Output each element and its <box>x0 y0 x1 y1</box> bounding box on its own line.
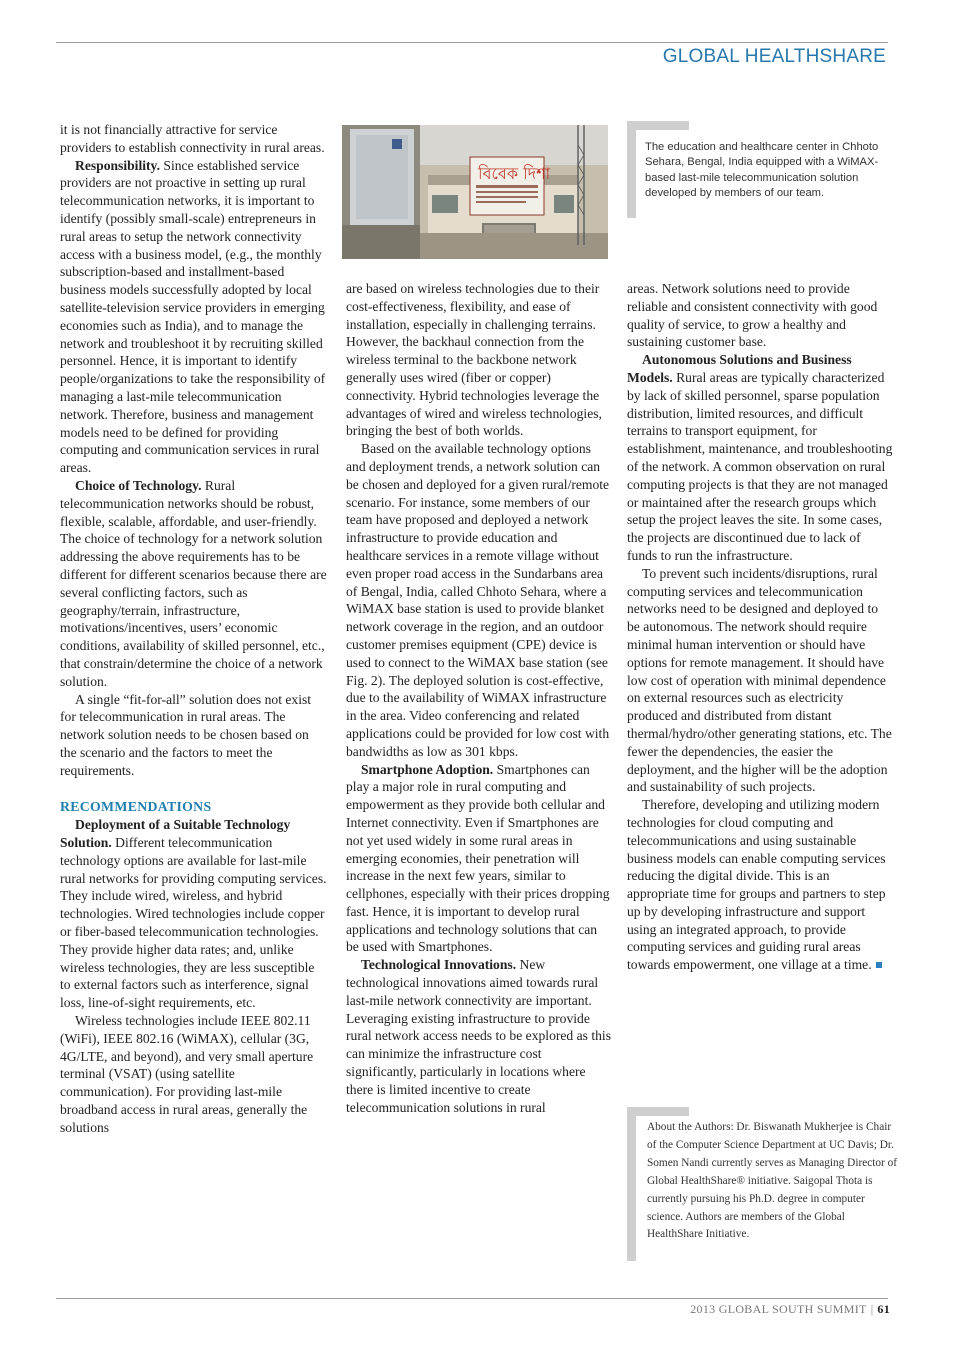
about-authors-box <box>627 1107 897 1261</box>
paragraph: A single “fit-for-all” solution does not exist for telecommunication in rural areas. The network solution needs to be chosen based on the scenario and the factors to meet the requirements. <box>60 691 312 778</box>
paragraph-smartphone-adoption <box>346 761 612 957</box>
running-header: GLOBAL HEALTHSHARE <box>662 46 886 67</box>
running-footer <box>690 1302 890 1317</box>
column-3 <box>627 280 893 974</box>
caption-bracket-horizontal <box>627 121 689 130</box>
authors-bracket-horizontal <box>627 1107 689 1116</box>
figure-caption: The education and healthcare center in Chhoto Sehara, Bengal, India equipped with a WiMAX-based last-mile telecommunication solution developed by members of our team. <box>645 141 879 200</box>
footer-separator: | <box>870 1302 874 1316</box>
column-2 <box>346 280 612 1116</box>
authors-bracket-vertical <box>627 1107 636 1261</box>
page-number: 61 <box>877 1302 890 1316</box>
paragraph-responsibility <box>60 157 328 477</box>
run-in-heading: Autonomous Solutions and Business Models. <box>627 352 852 385</box>
paragraph-text: New technological innovations aimed towards rural last-mile network connectivity are important. Leveraging existing infrastructure to provide rural network access needs to be explored as this can minimize the infrastructure cost significantly, particularly in locations where there is limited incentive to create telecommunication solutions in rural <box>346 957 611 1115</box>
paragraph: it is not financially attractive for service providers to establish connectivity in rural areas. <box>60 122 325 155</box>
paragraph: Wireless technologies include IEEE 802.11 (WiFi), IEEE 802.16 (WiMAX), cellular (3G, 4G/LTE, and beyond), and very small aperture terminal (VSAT) (using satellite communication). For providing last-mile broadband access in rural areas, generally the solutions <box>60 1013 314 1135</box>
figure-photo <box>342 125 608 259</box>
paragraph-deployment <box>60 816 328 1012</box>
paragraph-text: Rural telecommunication networks should be robust, flexible, scalable, affordable, and user-friendly. The choice of technology for a network solution addressing the above requirements has to be different for different scenarios because there are several conflicting factors, such as geography/terrain, infrastructure, motivations/incentives, users’ economic conditions, availability of skilled personnel, etc., that constrain/determine the choice of a network solution. <box>60 477 327 689</box>
run-in-heading: Technological Innovations. <box>361 957 517 973</box>
paragraph-text: Rural areas are typically characterized by lack of skilled personnel, sparse population distribution, limited resources, and difficult terrains to transport equipment, for establishment, maintenance, and troubleshooting of the network. A common observation on rural computing projects is that they are not managed or maintained after the research groups which setup the project leaves the site. In some cases, the projects are discontinued due to lack of funds to run the infrastructure. <box>627 369 893 563</box>
section-heading-recommendations: RECOMMENDATIONS <box>60 799 212 815</box>
footer-rule <box>56 1298 888 1299</box>
paragraph-technological-innovations <box>346 956 612 1116</box>
paragraph-choice-of-technology <box>60 477 328 691</box>
paragraph-autonomous-solutions <box>627 351 893 565</box>
run-in-heading: Responsibility. <box>75 157 160 173</box>
run-in-heading: Smartphone Adoption. <box>361 761 494 777</box>
paragraph-conclusion <box>627 796 893 974</box>
end-of-article-icon <box>876 962 882 968</box>
paragraph: Based on the available technology options and deployment trends, a network solution can be chosen and deployed for a given rural/remote scenario. For instance, some members of our team have proposed and deployed a network infrastructure to provide education and healthcare services in a remote village without even proper road access in the Sundarbans area of Bengal, India, called Chhoto Sehara, where a WiMAX base station is used to provide blanket network coverage in the region, and an outdoor customer premises equipment (CPE) device is used to connect to the WiMAX base station (see Fig. 2). The deployed solution is cost-effective, due to the availability of WiMAX infrastructure in the area. Video conferencing and related applications could be provided for low cost with bandwidths as low as 301 kbps. <box>346 441 610 759</box>
caption-bracket-vertical <box>627 121 636 218</box>
village-center-image <box>342 125 608 259</box>
header-rule <box>56 42 888 43</box>
column-1 <box>60 121 328 1137</box>
footer-text: 2013 GLOBAL SOUTH SUMMIT <box>690 1302 867 1316</box>
paragraph-text: Therefore, developing and utilizing modern technologies for cloud computing and telecommunications and using sustainable business models can enable computing services reducing the digital divide. This is an appropriate time for groups and partners to step up by developing infrastructure and support using an integrated approach, to provide computing services and guiding rural areas towards empowerment, one village at a time. <box>627 797 886 973</box>
paragraph: To prevent such incidents/disruptions, rural computing services and telecommunication networks need to be designed and deployed to be autonomous. The network should require minimal human intervention or should have options for remote management. It should have low cost of operation with minimal dependence on external resources such as electricity produced and distributed from distant thermal/hydro/other generating stations, etc. The fewer the dependencies, the easier the deployment, and the higher will be the adoption and sustainability of such projects. <box>627 565 892 795</box>
paragraph-text: Since established service providers are not proactive in setting up rural telecommunication networks, it is important to identify (possibly small-scale) entrepreneurs in rural areas to setup the network connectivity access with a business model, (e.g., the monthly subscription-based and installment-based business models successfully adopted by local satellite-television service providers in emerging economies such as India), and to manage the network and troubleshoot it by recruiting skilled personnel. Hence, it is important to identify people/organizations to take the responsibility of managing a last-mile telecommunication network. Therefore, business and management models need to be defined for providing computing and communication services in rural areas. <box>60 157 326 476</box>
about-authors-text: About the Authors: Dr. Biswanath Mukherjee is Chair of the Computer Science Department at UC Davis; Dr. Somen Nandi currently serves as Managing Director of Global HealthShare® initiative. Saigopal Thota is currently pursuing his Ph.D. degree in computer science. Authors are members of the Global HealthShare Initiative. <box>647 1121 898 1241</box>
figure-caption-box <box>627 121 889 217</box>
run-in-heading: Deployment of a Suitable Technology Solution. <box>60 817 291 851</box>
run-in-heading: Choice of Technology. <box>75 477 202 493</box>
svg-text:বিবেক দিশা: বিবেক দিশা <box>478 164 551 183</box>
paragraph-text: Different telecommunication technology options are available for last-mile rural networks for providing computing services. They include wired, wireless, and hybrid technologies. Wired technologies include copper or fiber-based telecommunication technologies. They provide higher data rates; and, unlike wireless technologies, they are less susceptible to external factors such as interference, signal loss, line-of-sight requirements, etc. <box>60 835 327 1011</box>
paragraph-text: Smartphones can play a major role in rural computing and empowerment as they provide both cellular and Internet connectivity. Even if Smartphones are not yet used widely in some rural areas in emerging economies, their penetration will increase in the next few years, similar to cellphones, especially with their prices dropping fast. Hence, it is important to develop rural applications and technology solutions that can be used with Smartphones. <box>346 761 610 955</box>
paragraph: areas. Network solutions need to provide reliable and consistent connectivity with good quality of service, to grow a healthy and sustaining customer base. <box>627 281 878 350</box>
paragraph: are based on wireless technologies due to their cost-effectiveness, flexibility, and ease of installation, especially in challenging terrains. However, the backhaul connection from the wireless terminal to the backbone network generally uses wired (fiber or copper) connectivity. Hybrid technologies leverage the advantages of wired and wireless technologies, bringing the best of both worlds. <box>346 281 602 439</box>
